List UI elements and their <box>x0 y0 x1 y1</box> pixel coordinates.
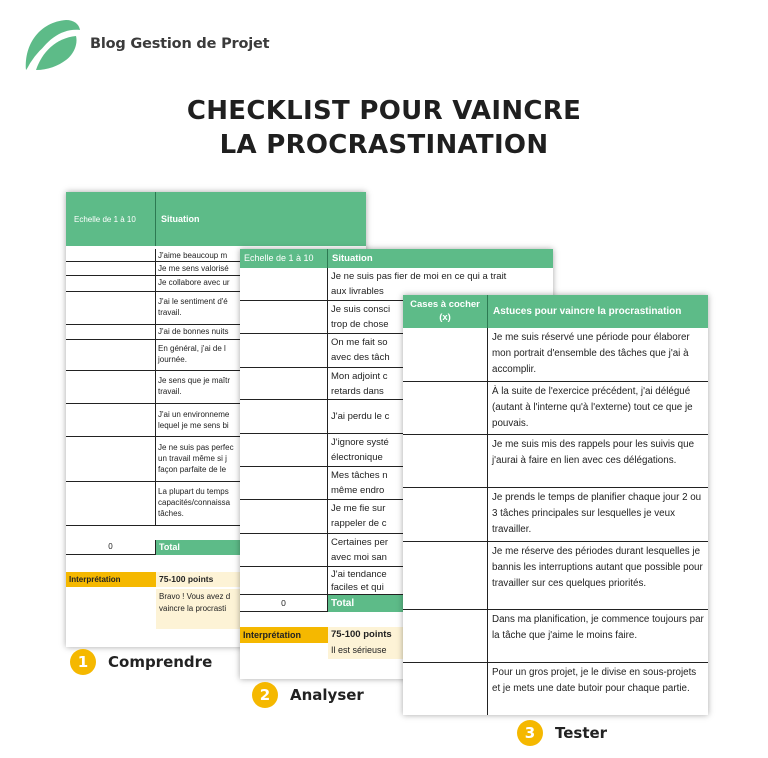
score-cell[interactable] <box>240 368 328 399</box>
situation-cell: J'ai le sentiment d'é travail. <box>158 297 228 317</box>
brand-header <box>22 14 269 74</box>
checkbox-cell[interactable] <box>403 542 488 609</box>
score-cell[interactable] <box>66 437 156 481</box>
tip-cell: À la suite de l'exercice précédent, j'ai délégué (autant à l'interne qu'à l'externe) tout ce que je pouvais. <box>492 386 693 429</box>
points-range: 75-100 points <box>156 572 366 587</box>
table-row <box>403 488 708 542</box>
scale-column-header: Echelle de 1 à 10 <box>240 249 328 268</box>
step-number-badge: 1 <box>70 649 96 675</box>
total-label: Total <box>156 540 366 555</box>
leaf-logo-icon <box>22 14 82 74</box>
interpretation-label: Interprétation <box>240 627 328 643</box>
checkbox-cell[interactable] <box>403 663 488 715</box>
tips-column-header: Astuces pour vaincre la procrastination <box>493 306 682 317</box>
situation-cell: Je me fie sur rappeler de c <box>331 503 387 529</box>
checkbox-cell[interactable] <box>403 382 488 434</box>
step-comprendre <box>70 649 212 675</box>
table-row <box>403 610 708 663</box>
situation-cell: J'ai perdu le c <box>331 411 390 422</box>
step-tester <box>517 720 607 746</box>
table-row <box>403 435 708 488</box>
tip-cell: Dans ma planification, je commence toujours par la tâche que j'aime le moins faire. <box>492 614 704 641</box>
step-label: Analyser <box>290 686 364 704</box>
score-cell[interactable] <box>240 567 328 594</box>
tip-cell: Je prends le temps de planifier chaque jour 2 ou 3 tâches principales sur lesquelles je veux travailler. <box>492 492 702 535</box>
page-title <box>0 94 768 162</box>
score-cell[interactable] <box>66 249 156 261</box>
situation-cell: J'ai de bonnes nuits <box>158 327 229 336</box>
step-label: Tester <box>555 724 608 742</box>
score-cell[interactable] <box>240 334 328 367</box>
score-cell[interactable] <box>66 404 156 436</box>
score-cell[interactable] <box>240 400 328 433</box>
situation-cell: J'ai tendance faciles et qui <box>331 569 387 593</box>
situation-cell: Je ne suis pas fier de moi en ce qui a trait aux livrables <box>331 271 507 297</box>
tip-cell: Pour un gros projet, je le divise en sous-projets et je mets une date butoir pour chaque partie. <box>492 667 697 694</box>
score-cell[interactable] <box>66 325 156 339</box>
situation-cell: Je collabore avec ur <box>158 278 230 287</box>
total-label: Total <box>328 595 553 612</box>
situation-cell: Certaines per avec moi san <box>331 537 389 563</box>
checkbox-cell[interactable] <box>403 328 488 381</box>
score-cell[interactable] <box>240 500 328 533</box>
score-cell[interactable] <box>66 371 156 403</box>
situation-cell: J'ignore systé électronique <box>331 437 389 463</box>
situation-column-header: Situation <box>161 214 200 224</box>
table-header <box>403 295 708 328</box>
score-cell[interactable] <box>66 340 156 370</box>
score-cell[interactable] <box>240 467 328 499</box>
score-cell[interactable] <box>66 276 156 291</box>
situation-cell: J'ai un environneme lequel je me sens bi <box>158 410 230 430</box>
step-label: Comprendre <box>108 653 213 671</box>
points-range: 75-100 points <box>328 627 553 643</box>
score-cell[interactable] <box>240 434 328 466</box>
score-cell[interactable] <box>66 482 156 525</box>
checkbox-column-header: Cases à cocher (x) <box>403 295 488 328</box>
checkbox-cell[interactable] <box>403 488 488 541</box>
situation-cell: J'aime beaucoup m <box>158 251 228 260</box>
scale-column-header: Echelle de 1 à 10 <box>66 192 156 246</box>
title-line-2: LA PROCRASTINATION <box>219 130 549 160</box>
step-analyser <box>252 682 364 708</box>
situation-cell: Je me sens valorisé <box>158 264 229 273</box>
table-row <box>403 328 708 382</box>
situation-cell: En général, j'ai de l journée. <box>158 344 226 364</box>
tip-cell: Je me suis mis des rappels pour les suivis que j'aurai à faire en lien avec ces délégations. <box>492 439 695 466</box>
situation-cell: Je sens que je maîtr travail. <box>158 376 231 396</box>
table-header <box>66 192 366 246</box>
score-cell[interactable] <box>240 268 328 300</box>
checkbox-cell[interactable] <box>403 435 488 487</box>
brand-name: Blog Gestion de Projet <box>90 36 270 52</box>
step-number-badge: 2 <box>252 682 278 708</box>
table-row <box>403 663 708 715</box>
score-cell[interactable] <box>240 534 328 566</box>
interpretation-text: Il est sérieuse <box>328 643 553 659</box>
situation-cell: Mes tâches n même endro <box>331 470 388 496</box>
checkbox-cell[interactable] <box>403 610 488 662</box>
interpretation-label: Interprétation <box>66 572 156 587</box>
total-value: 0 <box>66 540 156 555</box>
situation-cell: Mon adjoint c retards dans <box>331 371 388 397</box>
score-cell[interactable] <box>66 262 156 275</box>
step-number-badge: 3 <box>517 720 543 746</box>
situation-cell: On me fait so avec des tâch <box>331 337 390 363</box>
situation-cell: La plupart du temps capacités/connaissa tâches. <box>158 487 231 518</box>
score-cell[interactable] <box>240 301 328 333</box>
situation-cell: Je suis consci trop de chose <box>331 304 391 330</box>
table-row <box>403 382 708 435</box>
situation-column-header: Situation <box>332 253 373 264</box>
title-line-1: CHECKLIST POUR VAINCRE <box>186 96 582 126</box>
interpretation-text: Bravo ! Vous avez d vaincre la procrasti <box>156 589 366 629</box>
score-cell[interactable] <box>66 292 156 324</box>
situation-cell: Je ne suis pas perfec un travail même si j façon parfaite de le <box>158 443 234 474</box>
table-body <box>403 328 708 715</box>
tip-cell: Je me suis réservé une période pour élaborer mon portrait d'ensemble des tâches que j'ai à accomplir. <box>492 332 690 375</box>
total-value: 0 <box>240 595 328 612</box>
tip-cell: Je me réserve des périodes durant lesquelles je bannis les interruptions autant que possible pour travailler sur ces quelques priorités. <box>492 546 703 589</box>
sheet-tester <box>403 295 708 715</box>
table-header <box>240 249 553 268</box>
table-row <box>403 542 708 610</box>
